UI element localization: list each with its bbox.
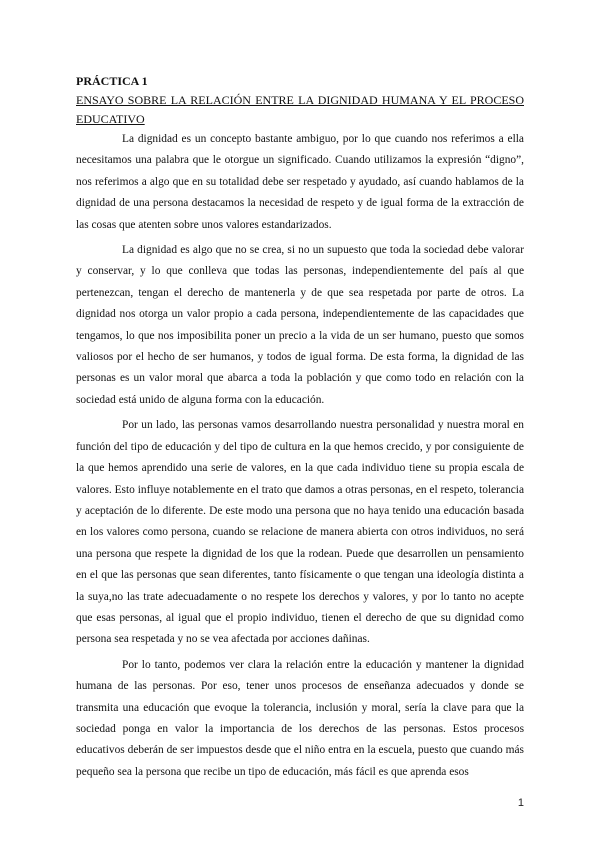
paragraph-1: La dignidad es un concepto bastante ambiguo, por lo que cuando nos referimos a ella necesitamos una palabra que le otorgue un significado. Cuando utilizamos la expresión “digno”, nos referimos a algo que en su totalidad debe ser respetado y ayudado, así cuando hablamos de la dignidad de una persona destacamos la necesidad de respeto y de igual forma de la extracción de las cosas que atenten sobre unos valores estandarizados. — [76, 133, 524, 231]
paragraph-3: Por un lado, las personas vamos desarrollando nuestra personalidad y nuestra moral en función del tipo de educación y del tipo de cultura en la que hemos crecido, y por consiguiente de la que hemos aprendido una serie de valores, en la que cada individuo tiene su propia escala de valores. Esto influye notablemente en el trato que damos a otras personas, en el respeto, tolerancia y aceptación de lo diferente. De este modo una persona que no haya tenido una educación basada en los valores como persona, cuando se relacione de manera abierta con otros individuos, no será una persona que respete la dignidad de los que la rodean. Puede que desarrollen un pensamiento en el que las personas que sean diferentes, tanto físicamente o que tengan una ideología distinta a la suya,no las trate adecuadamente o no respete los derechos y valores, y por lo tanto no acepte que esas personas, al igual que el propio individuo, tienen el derecho de que su dignidad como persona sea respetada y no se vea afectada por acciones dañinas. — [76, 419, 524, 646]
page-number: 1 — [517, 797, 524, 809]
paragraph-4: Por lo tanto, podemos ver clara la relación entre la educación y mantener la dignidad humana de las personas. Por eso, tener unos procesos de enseñanza adecuados y donde se transmita una educación que evoque la tolerancia, inclusión y moral, sería la clave para que la sociedad ponga en valor la importancia de los derechos de las personas. Estos procesos educativos deberán de ser impuestos desde que el niño entra en la escuela, puesto que cuando más pequeño sea la persona que recibe un tipo de educación, más fácil es que aprenda esos — [76, 658, 524, 778]
paragraph-2: La dignidad es algo que no se crea, si no un supuesto que toda la sociedad debe valorar y conservar, y lo que conlleva que todas las personas, independientemente del país al que pertenezcan, tengan el derecho de mantenerla y de que sea respetada por parte de otros. La dignidad nos otorga un valor propio a cada persona, independientemente de las capacidades que tengamos, lo que nos imposibilita poner un precio a la vida de un ser humano, puesto que somos valiosos por el hecho de ser humanos, y todos de igual forma. De esta forma, la dignidad de las personas es un valor moral que abarca a toda la población y que como todo en relación con la sociedad está unido de alguna forma con la educación. — [76, 244, 524, 406]
essay-title: ENSAYO SOBRE LA RELACIÓN ENTRE LA DIGNIDAD HUMANA Y EL PROCESO EDUCATIVO — [76, 93, 524, 126]
practice-label: PRÁCTICA 1 — [76, 74, 148, 88]
document-body — [76, 71, 524, 787]
